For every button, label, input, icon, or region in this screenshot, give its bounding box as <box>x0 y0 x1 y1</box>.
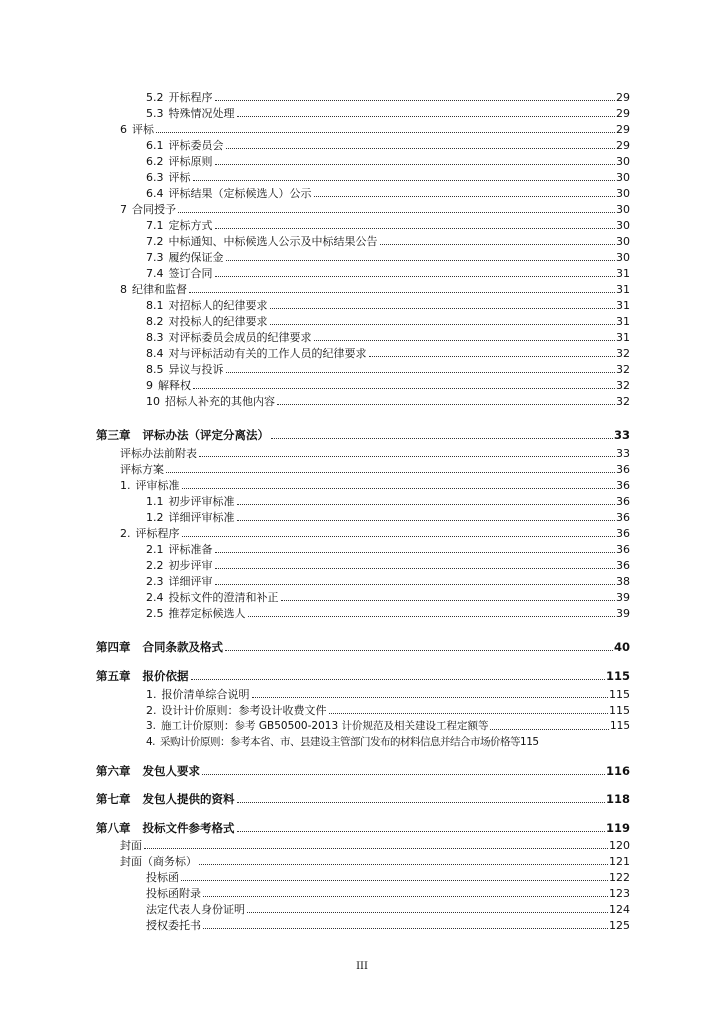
toc-entry-title: 报价清单综合说明 <box>161 688 250 701</box>
toc-entry-page: 115 <box>609 688 630 701</box>
toc-entry-title: 采购计价原则：参考本省、市、县建设主管部门发布的材料信息并结合市场价格等 <box>160 736 521 748</box>
toc-entry-page: 36 <box>616 495 630 508</box>
dot-leader <box>182 536 616 537</box>
chapter-number: 第七章 <box>96 792 131 806</box>
dot-leader <box>277 404 615 405</box>
dot-leader <box>203 928 608 929</box>
toc-entry[interactable] <box>146 734 644 749</box>
dot-leader <box>237 520 616 521</box>
toc-entry-page: 38 <box>616 575 630 588</box>
toc-entry-title: 履约保证金 <box>168 251 224 264</box>
chapter-title: 评标办法（评定分离法） <box>142 428 269 442</box>
toc-entry[interactable] <box>120 121 630 136</box>
dot-leader <box>314 196 616 197</box>
toc-entry-number: 6.3 <box>146 171 164 184</box>
toc-entry-title: 特殊情况处理 <box>168 107 235 120</box>
toc-entry-title: 法定代表人身份证明 <box>146 903 245 916</box>
toc-entry-page: 36 <box>616 527 630 540</box>
toc-entry[interactable] <box>120 477 630 492</box>
dot-leader <box>490 729 608 730</box>
toc-entry[interactable] <box>146 493 630 508</box>
dot-leader <box>193 180 616 181</box>
toc-entry-page: 32 <box>616 379 630 392</box>
toc-chapter[interactable] <box>96 820 630 835</box>
toc-entry-title: 初步评审标准 <box>168 495 235 508</box>
toc-entry-page: 36 <box>616 559 630 572</box>
toc-entry-page: 30 <box>616 187 630 200</box>
toc-entry-page: 30 <box>616 155 630 168</box>
toc-entry-title: 详细评审标准 <box>168 511 235 524</box>
toc-entry[interactable] <box>146 297 630 312</box>
dot-leader <box>182 488 616 489</box>
toc-entry-title: 纪律和监督 <box>132 283 187 296</box>
chapter-title: 投标文件参考格式 <box>142 821 235 835</box>
dot-leader <box>225 650 613 651</box>
chapter-number: 第四章 <box>96 640 131 654</box>
dot-leader <box>215 164 616 165</box>
toc-entry-page: 30 <box>616 219 630 232</box>
toc-entry-number: 7.1 <box>146 219 164 232</box>
toc-entry-number: 2.5 <box>146 607 164 620</box>
toc-entry-number: 8 <box>120 283 127 296</box>
toc-entry-title: 评标结果（定标候选人）公示 <box>168 187 312 200</box>
dot-leader <box>193 388 615 389</box>
toc-entry-number: 7.2 <box>146 235 164 248</box>
toc-entry-title: 授权委托书 <box>146 919 201 932</box>
toc-entry-title: 签订合同 <box>168 267 213 280</box>
dot-leader <box>270 308 616 309</box>
toc-entry-number: 1.1 <box>146 495 164 508</box>
dot-leader <box>202 774 605 775</box>
toc-entry[interactable] <box>120 445 630 460</box>
toc-entry-number: 2.4 <box>146 591 164 604</box>
toc-entry[interactable] <box>146 153 630 168</box>
toc-entry-title: 初步评审 <box>168 559 213 572</box>
toc-entry[interactable] <box>146 217 630 232</box>
toc-entry-title: 招标人补充的其他内容 <box>165 395 275 408</box>
chapter-number: 第六章 <box>96 764 131 778</box>
toc-entry-page: 122 <box>609 871 630 884</box>
toc-entry-title: 评标 <box>132 123 154 136</box>
toc-entry[interactable] <box>146 869 630 884</box>
dot-leader <box>203 896 608 897</box>
toc-entry-page: 124 <box>609 903 630 916</box>
toc-entry-title: 评标程序 <box>135 527 180 540</box>
toc-entry[interactable] <box>146 541 630 556</box>
toc-entry-page: 30 <box>616 235 630 248</box>
toc-entry[interactable] <box>120 281 630 296</box>
dot-leader <box>191 679 605 680</box>
toc-entry[interactable] <box>146 885 630 900</box>
dot-leader <box>226 148 616 149</box>
toc-entry-number: 5.2 <box>146 91 164 104</box>
toc-entry-title: 投标文件的澄清和补正 <box>168 591 279 604</box>
chapter-title: 发包人要求 <box>142 764 200 778</box>
dot-leader <box>237 116 616 117</box>
toc-entry-page: 121 <box>609 855 630 868</box>
chapter-number: 第五章 <box>96 669 131 683</box>
toc-entry-page: 39 <box>616 591 630 604</box>
toc-entry[interactable] <box>120 525 630 540</box>
toc-entry-number: 6.2 <box>146 155 164 168</box>
dot-leader <box>314 340 616 341</box>
toc-entry-page: 120 <box>609 839 630 852</box>
chapter-title: 合同条款及格式 <box>142 640 223 654</box>
toc-entry-number: 8.5 <box>146 363 164 376</box>
toc-entry-title: 评标方案 <box>120 463 164 476</box>
toc-entry-page: 31 <box>616 331 630 344</box>
toc-entry[interactable] <box>120 461 630 476</box>
toc-entry[interactable] <box>146 137 630 152</box>
toc-entry[interactable] <box>146 702 630 717</box>
dot-leader <box>226 372 616 373</box>
toc-chapter[interactable] <box>96 763 630 778</box>
toc-entry-page: 30 <box>616 171 630 184</box>
chapter-title: 发包人提供的资料 <box>142 792 235 806</box>
dot-leader <box>215 228 616 229</box>
toc-chapter[interactable] <box>96 668 630 683</box>
toc-entry-number: 1.2 <box>146 511 164 524</box>
toc-entry-page: 125 <box>609 919 630 932</box>
toc-entry-title: 开标程序 <box>168 91 213 104</box>
toc-entry-page: 36 <box>616 463 630 476</box>
toc-entry-number: 8.2 <box>146 315 164 328</box>
toc-entry-page: 36 <box>616 543 630 556</box>
chapter-page: 40 <box>613 640 630 654</box>
toc-entry-title: 封面 <box>120 839 142 852</box>
toc-entry-page: 29 <box>616 107 630 120</box>
dot-leader <box>380 244 616 245</box>
chapter-page: 116 <box>605 764 630 778</box>
toc-entry[interactable] <box>146 361 630 376</box>
toc-entry[interactable] <box>146 265 630 280</box>
toc-entry-page: 30 <box>616 251 630 264</box>
toc-entry[interactable] <box>146 185 630 200</box>
toc-entry-title: 评标原则 <box>168 155 213 168</box>
toc-entry-number: 7.4 <box>146 267 164 280</box>
toc-entry[interactable] <box>120 837 630 852</box>
toc-entry[interactable] <box>146 105 630 120</box>
toc-entry[interactable] <box>146 557 630 572</box>
chapter-number: 第八章 <box>96 821 131 835</box>
toc-entry-title: 解释权 <box>158 379 191 392</box>
toc-entry-title: 详细评审 <box>168 575 213 588</box>
dot-leader <box>237 831 605 832</box>
dot-leader <box>166 472 615 473</box>
toc-entry-page: 115 <box>609 720 630 732</box>
chapter-page: 115 <box>605 669 630 683</box>
toc-entry-title: 对招标人的纪律要求 <box>168 299 268 312</box>
toc-entry-number: 7 <box>120 203 127 216</box>
dot-leader <box>270 324 616 325</box>
dot-leader <box>215 100 616 101</box>
toc-entry-page: 31 <box>616 283 630 296</box>
toc-entry-number: 8.4 <box>146 347 164 360</box>
toc-entry-page: 29 <box>616 123 630 136</box>
toc-entry-page: 32 <box>616 395 630 408</box>
toc-entry-number: 1. <box>120 479 131 492</box>
toc-entry-page: 29 <box>616 91 630 104</box>
toc-entry-page: 39 <box>616 607 630 620</box>
toc-chapter[interactable] <box>96 639 630 654</box>
toc-entry-page: 123 <box>609 887 630 900</box>
dot-leader <box>237 504 616 505</box>
toc-entry-number: 8.3 <box>146 331 164 344</box>
toc-entry-page: 31 <box>616 267 630 280</box>
toc-entry-page: 31 <box>616 315 630 328</box>
toc-entry-page: 36 <box>616 479 630 492</box>
toc-entry-title: 推荐定标候选人 <box>168 607 246 620</box>
toc-entry-page: 31 <box>616 299 630 312</box>
toc-entry[interactable] <box>146 393 630 408</box>
dot-leader <box>248 616 616 617</box>
dot-leader <box>199 864 608 865</box>
toc-entry[interactable] <box>146 329 630 344</box>
toc-entry-number: 6.1 <box>146 139 164 152</box>
toc-entry-title: 中标通知、中标候选人公示及中标结果公告 <box>168 235 378 248</box>
dot-leader <box>247 912 608 913</box>
dot-leader <box>215 276 616 277</box>
toc-entry[interactable] <box>146 509 630 524</box>
dot-leader <box>215 552 616 553</box>
chapter-number: 第三章 <box>96 428 131 442</box>
toc-entry-number: 2.2 <box>146 559 164 572</box>
toc-chapter[interactable] <box>96 427 630 442</box>
toc-entry-title: 对投标人的纪律要求 <box>168 315 268 328</box>
toc-entry[interactable] <box>146 169 630 184</box>
toc-entry-page: 32 <box>616 363 630 376</box>
dot-leader <box>237 802 605 803</box>
dot-leader <box>181 880 608 881</box>
toc-entry[interactable] <box>146 901 630 916</box>
toc-entry-number: 2. <box>120 527 131 540</box>
toc-entry[interactable] <box>146 249 630 264</box>
toc-entry[interactable] <box>146 605 630 620</box>
toc-entry-page: 30 <box>616 203 630 216</box>
toc-entry-title: 对评标委员会成员的纪律要求 <box>168 331 312 344</box>
dot-leader <box>369 356 616 357</box>
toc-entry-number: 7.3 <box>146 251 164 264</box>
chapter-page: 33 <box>613 428 630 442</box>
toc-entry-title: 评审标准 <box>135 479 180 492</box>
toc-entry[interactable] <box>146 573 630 588</box>
toc-entry-title: 封面（商务标） <box>120 855 197 868</box>
toc-chapter[interactable] <box>96 791 630 806</box>
dot-leader <box>156 132 615 133</box>
toc-entry[interactable] <box>146 589 630 604</box>
toc-entry-number: 6 <box>120 123 127 136</box>
toc-entry-title: 异议与投诉 <box>168 363 224 376</box>
toc-entry[interactable] <box>146 233 630 248</box>
toc-entry-page: 33 <box>616 447 630 460</box>
dot-leader <box>178 212 615 213</box>
toc-entry-page: 36 <box>616 511 630 524</box>
toc-entry[interactable] <box>146 345 630 360</box>
toc-entry-number: 2.1 <box>146 543 164 556</box>
toc-entry-title: 投标函 <box>146 871 179 884</box>
toc-entry-number: 4. <box>146 736 156 748</box>
toc-entry[interactable] <box>146 718 630 733</box>
dot-leader <box>189 292 615 293</box>
dot-leader <box>281 600 616 601</box>
toc-entry[interactable] <box>146 89 630 104</box>
toc-entry[interactable] <box>146 917 630 932</box>
toc-entry[interactable] <box>146 313 630 328</box>
dot-leader <box>329 713 609 714</box>
toc-entry-page: 115 <box>609 704 630 717</box>
toc-entry-number: 5.3 <box>146 107 164 120</box>
dot-leader <box>271 438 613 439</box>
toc-entry-number: 3. <box>146 720 157 732</box>
toc-entry-page: 32 <box>616 347 630 360</box>
chapter-page: 118 <box>605 792 630 806</box>
toc-entry-number: 10 <box>146 395 160 408</box>
toc-entry-number: 2. <box>146 704 157 717</box>
toc-entry-title: 评标准备 <box>168 543 213 556</box>
chapter-title: 报价依据 <box>142 669 189 683</box>
toc-entry-page: 29 <box>616 139 630 152</box>
toc-entry-title: 投标函附录 <box>146 887 201 900</box>
toc-entry-title: 评标办法前附表 <box>120 447 197 460</box>
toc-entry-title: 合同授予 <box>132 203 176 216</box>
toc-entry-number: 6.4 <box>146 187 164 200</box>
toc-entry-number: 9 <box>146 379 153 392</box>
toc-entry[interactable] <box>146 686 630 701</box>
chapter-page: 119 <box>605 821 630 835</box>
dot-leader <box>226 260 616 261</box>
toc-entry[interactable] <box>120 201 630 216</box>
toc-entry-number: 8.1 <box>146 299 164 312</box>
toc-entry-number: 2.3 <box>146 575 164 588</box>
toc-entry-number: 1. <box>146 688 157 701</box>
toc-entry-title: 对与评标活动有关的工作人员的纪律要求 <box>168 347 367 360</box>
toc-entry-page: 115 <box>520 736 539 748</box>
toc-entry-title: 设计计价原则：参考设计收费文件 <box>161 704 327 717</box>
dot-leader <box>215 584 616 585</box>
toc-entry-title: 定标方式 <box>168 219 213 232</box>
toc-entry-title: 评标 <box>168 171 191 184</box>
page-number: III <box>356 961 368 972</box>
dot-leader <box>144 848 608 849</box>
toc-entry-title: 施工计价原则：参考 GB50500-2013 计价规范及相关建设工程定额等 <box>161 720 489 732</box>
dot-leader <box>199 456 615 457</box>
toc-entry-title: 评标委员会 <box>168 139 224 152</box>
toc-entry[interactable] <box>146 377 630 392</box>
dot-leader <box>252 697 609 698</box>
dot-leader <box>215 568 616 569</box>
toc-entry[interactable] <box>120 853 630 868</box>
